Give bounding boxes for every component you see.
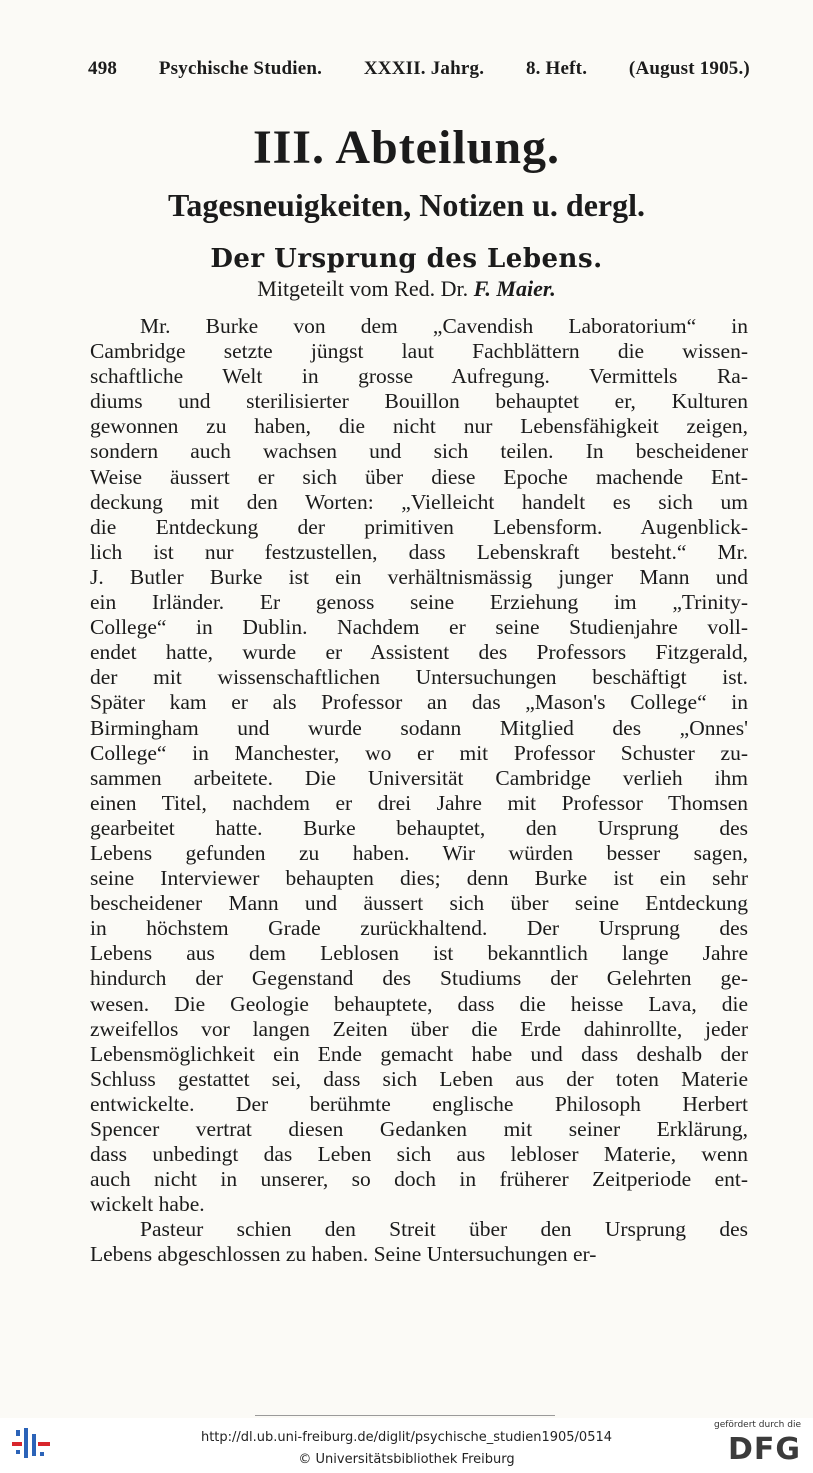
- byline-author: F. Maier.: [473, 276, 556, 301]
- text-line: in höchstem Grade zurückhaltend. Der Ursprung des: [90, 916, 748, 941]
- byline-prefix: Mitgeteilt vom Red. Dr.: [257, 276, 469, 301]
- dfg-funding-label: gefördert durch die: [714, 1420, 801, 1430]
- page-number: 498: [88, 58, 118, 79]
- text-line: wickelt habe.: [90, 1192, 205, 1217]
- text-line: hindurch der Gegenstand des Studiums der Gelehrten ge-: [90, 966, 748, 991]
- article-body: [90, 314, 748, 1268]
- text-line: dass unbedingt das Leben sich aus lebloser Materie, wenn: [90, 1142, 748, 1167]
- text-line: Lebens gefunden zu haben. Wir würden besser sagen,: [90, 840, 748, 865]
- source-url[interactable]: http://dl.ub.uni-freiburg.de/diglit/psychische_studien1905/0514: [200, 1430, 613, 1445]
- text-line: seine Interviewer behaupten dies; denn Burke ist ein sehr: [90, 866, 748, 891]
- text-line: diums und sterilisierter Bouillon behauptet er, Kulturen: [90, 389, 748, 414]
- section-title: III. Abteilung.: [252, 121, 561, 174]
- text-line: College“ in Dublin. Nachdem er seine Studienjahre voll-: [90, 615, 748, 640]
- text-line: wesen. Die Geologie behauptete, dass die heisse Lava, die: [90, 991, 748, 1016]
- footer: [0, 1418, 813, 1473]
- text-line: Lebens aus dem Leblosen ist bekanntlich lange Jahre: [90, 941, 748, 966]
- issue: 8. Heft.: [525, 58, 588, 79]
- copyright-notice: © Universitätsbibliothek Freiburg: [298, 1452, 515, 1467]
- text-line: ein Irländer. Er genoss seine Erziehung im „Trinity-: [90, 590, 748, 615]
- volume: XXXII. Jahrg.: [363, 58, 485, 79]
- text-line: Lebens abgeschlossen zu haben. Seine Untersuchungen er-: [90, 1242, 597, 1267]
- text-line: endet hatte, wurde er Assistent des Professors Fitzgerald,: [90, 640, 748, 665]
- text-line: Weise äussert er sich über diese Epoche machende Ent-: [90, 464, 748, 489]
- text-line: bescheidener Mann und äussert sich über seine Entdeckung: [90, 891, 748, 916]
- text-line: die Entdeckung der primitiven Lebensform. Augenblick-: [90, 514, 748, 539]
- bottom-rule: [255, 1415, 555, 1416]
- text-line: lich ist nur festzustellen, dass Lebenskraft besteht.“ Mr.: [90, 539, 748, 564]
- text-line: sammen arbeitete. Die Universität Cambridge verlieh ihm: [90, 765, 748, 790]
- text-line: der mit wissenschaftlichen Untersuchungen beschäftigt ist.: [90, 665, 748, 690]
- issue-date: (August 1905.): [628, 58, 750, 79]
- text-line: gearbeitet hatte. Burke behauptet, den Ursprung des: [90, 815, 748, 840]
- text-line: deckung mit den Worten: „Vielleicht handelt es sich um: [90, 489, 748, 514]
- text-line: Spencer vertrat diesen Gedanken mit seiner Erklärung,: [90, 1117, 748, 1141]
- text-line: Schluss gestattet sei, dass sich Leben aus der toten Materie: [90, 1066, 748, 1091]
- text-line: College“ in Manchester, wo er mit Professor Schuster zu-: [90, 740, 748, 765]
- text-line: Birmingham und wurde sodann Mitglied des „Onnes': [90, 715, 748, 740]
- journal-name: Psychische Studien.: [158, 58, 323, 79]
- text-line: Lebensmöglichkeit ein Ende gemacht habe und dass deshalb der: [90, 1041, 748, 1066]
- text-line: Pasteur schien den Streit über den Ursprung des: [140, 1217, 748, 1242]
- text-line: auch nicht in unserer, so doch in früherer Zeitperiode ent-: [90, 1167, 748, 1192]
- article-title: Der Ursprung des Lebens.: [210, 244, 603, 274]
- text-line: schaftliche Welt in grosse Aufregung. Vermittels Ra-: [90, 364, 748, 389]
- text-line: Cambridge setzte jüngst laut Fachblättern die wissen-: [90, 339, 748, 364]
- text-line: J. Butler Burke ist ein verhältnismässig junger Mann und: [90, 564, 748, 589]
- byline: [0, 276, 813, 302]
- text-line: gewonnen zu haben, die nicht nur Lebensfähigkeit zeigen,: [90, 414, 748, 439]
- text-line: zweifellos vor langen Zeiten über die Erde dahinrollte, jeder: [90, 1016, 748, 1041]
- text-line: sondern auch wachsen und sich teilen. In bescheidener: [90, 439, 748, 464]
- text-line: Mr. Burke von dem „Cavendish Laboratorium“ in: [140, 314, 748, 338]
- dfg-logo: DFG: [727, 1432, 801, 1467]
- text-line: Später kam er als Professor an das „Mason's College“ in: [90, 690, 748, 715]
- text-line: einen Titel, nachdem er drei Jahre mit Professor Thomsen: [90, 790, 748, 815]
- section-subtitle: Tagesneuigkeiten, Notizen u. dergl.: [167, 187, 646, 223]
- text-line: entwickelte. Der berühmte englische Philosoph Herbert: [90, 1091, 748, 1116]
- running-head: [88, 58, 750, 80]
